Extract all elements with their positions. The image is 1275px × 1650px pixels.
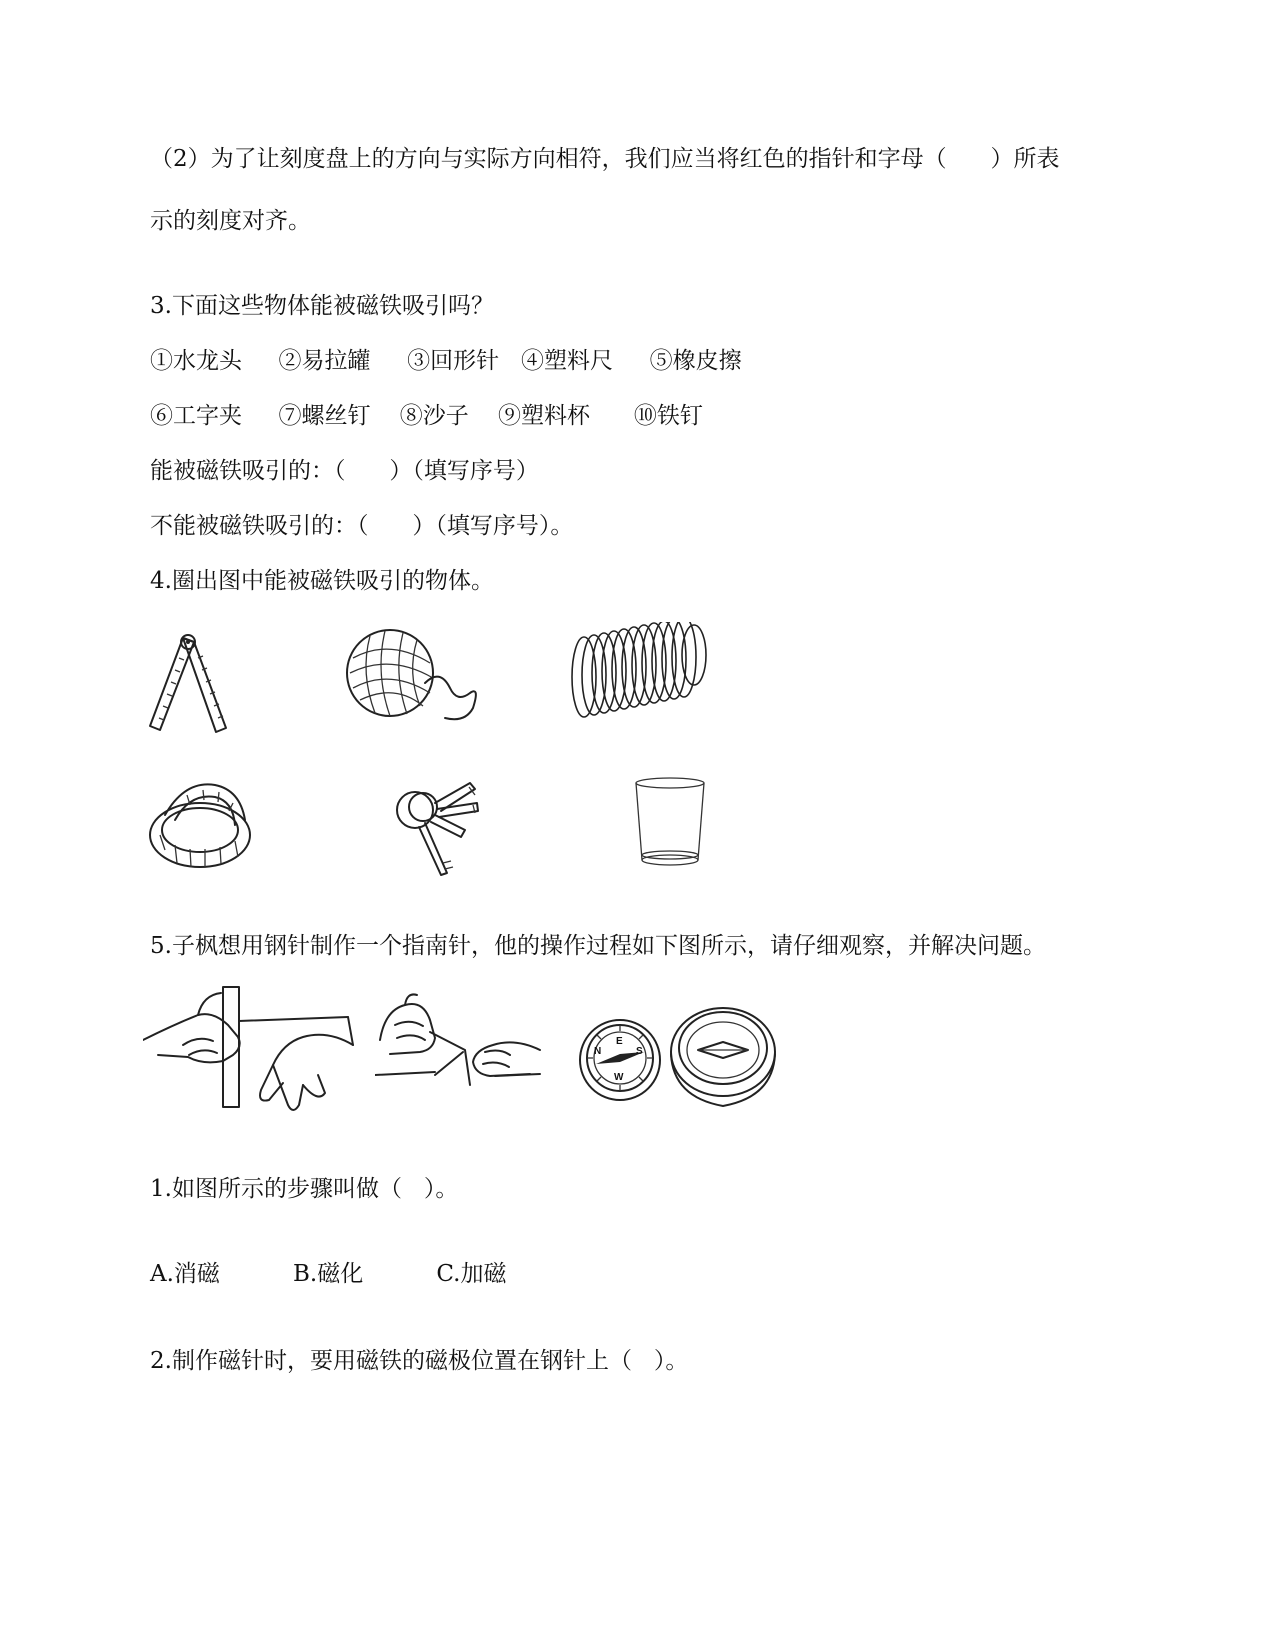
compass-letter-e: E <box>616 1036 623 1047</box>
q3-items-row2: ⑥工字夹 ⑦螺丝钉 ⑧沙子 ⑨塑料杯 ⑩铁钉 <box>150 403 703 429</box>
holding-needle-image <box>375 990 545 1090</box>
spring-image <box>570 622 715 722</box>
q5-sub1-options: A.消磁 B.磁化 C.加磁 <box>150 1261 507 1287</box>
q3-items-row1: ①水龙头 ②易拉罐 ③回形针 ④塑料尺 ⑤橡皮擦 <box>150 348 742 374</box>
q4-title: 4.圈出图中能被磁铁吸引的物体。 <box>150 568 494 594</box>
folding-ruler-image <box>148 630 238 735</box>
compass-letter-w: W <box>614 1072 624 1083</box>
q2-sub2-line2: 示的刻度对齐。 <box>150 208 311 234</box>
q5-title: 5.子枫想用钢针制作一个指南针，他的操作过程如下图所示，请仔细观察，并解决问题。 <box>150 933 1046 959</box>
q2-sub2-line1: （2）为了让刻度盘上的方向与实际方向相符，我们应当将红色的指针和字母（ ）所表 <box>150 146 1060 172</box>
rubbing-needle-with-magnet-image <box>143 985 358 1120</box>
compass-image <box>578 1018 668 1108</box>
glass-cup-image <box>630 775 710 870</box>
floating-needle-dish-image <box>668 1002 778 1112</box>
q3-attract-line: 能被磁铁吸引的：（ ）（填写序号） <box>150 458 539 484</box>
q3-title: 3.下面这些物体能被磁铁吸引吗？ <box>150 293 494 319</box>
q5-sub1: 1.如图所示的步骤叫做（ ）。 <box>150 1176 459 1202</box>
q3-not-attract-line: 不能被磁铁吸引的：（ ）（填写序号）。 <box>150 513 574 539</box>
keys-image <box>385 775 485 880</box>
yarn-ball-image <box>345 628 485 728</box>
compass-letter-n: N <box>594 1046 602 1057</box>
compass-letter-s: S <box>636 1046 643 1057</box>
tape-measure-image <box>145 775 260 875</box>
q5-sub2: 2.制作磁针时，要用磁铁的磁极位置在钢针上（ ）。 <box>150 1348 689 1374</box>
